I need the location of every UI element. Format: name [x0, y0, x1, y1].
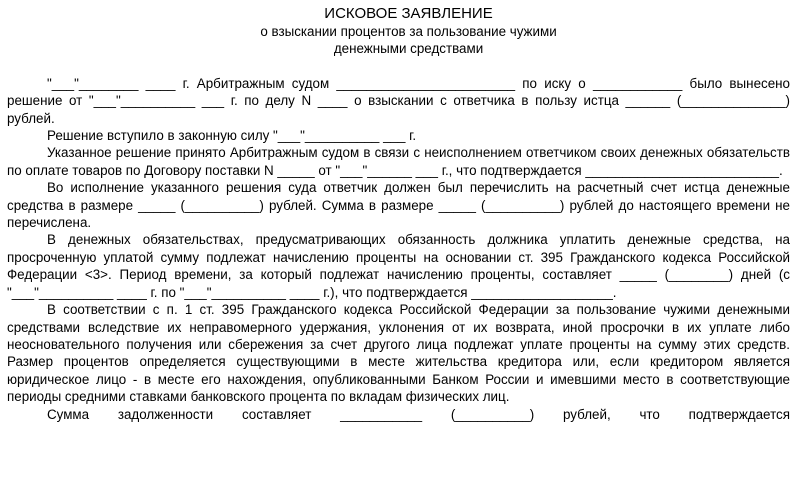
document: [7, 4, 790, 423]
document-subtitle-line1: о взыскании процентов за пользование чужими: [260, 24, 557, 39]
document-subtitle-line2: денежными средствами: [333, 41, 484, 57]
paragraph-reason: Указанное решение принято Арбитражным судом в связи с неисполнением ответчиком своих денежных обязательств по оплате товаров по Договору поставки N _____ от "___"______ ___ г., что подтверждается __________________________.: [7, 145, 790, 178]
paragraph-payment-due: Во исполнение указанного решения суда ответчик должен был перечислить на расчетный счет истца денежные средства в размере _____ (__________) рублей. Сумма в размере _____ (__________) рублей до настоящего времени не перечислена.: [7, 180, 790, 231]
paragraph-article-395: В соответствии с п. 1 ст. 395 Гражданского кодекса Российской Федерации за пользование чужими денежными средствами вследствие их неправомерного удержания, уклонения от их возврата, иной просрочки в их уплате либо неосновательного получения или сбережения за счет другого лица подлежат уплате проценты на сумму этих средств. Размер процентов определяется существующими в месте жительства кредитора или, если кредитором является юридическое лицо - в месте его нахождения, опубликованными Банком России и имевшими место в соответствующие периоды средними ставками банковского процента по вкладам физических лиц.: [7, 302, 790, 405]
paragraph-decision: "___"________ ____ г. Арбитражным судом ________________________ по иску о ____________ было вынесено решение от "___"__________ ___ г. по делу N ____ о взыскании с ответчика в пользу истца ______ (______________) рублей.: [7, 75, 790, 126]
spacer: [7, 58, 790, 75]
paragraph-interest-basis: В денежных обязательствах, предусматривающих обязанность должника уплатить денежные средства, на просроченную уплатой сумму подлежат начислению проценты на основании ст. 395 Гражданского кодекса Российской Федерации <3>. Период времени, за который подлежат начислению проценты, составляет _____ (________) дней (с "___"__________ ____ г. по "___"__________ ____ г.), что подтверждается ___________________.: [7, 232, 790, 300]
document-title: ИСКОВОЕ ЗАЯВЛЕНИЕ: [324, 5, 493, 22]
paragraph-effective-date: Решение вступило в законную силу "___"__________ ___ г.: [47, 128, 417, 144]
paragraph-debt-amount: Сумма задолженности составляет ___________ (__________) рублей, что подтверждается: [47, 406, 790, 422]
title-block: [27, 4, 790, 58]
